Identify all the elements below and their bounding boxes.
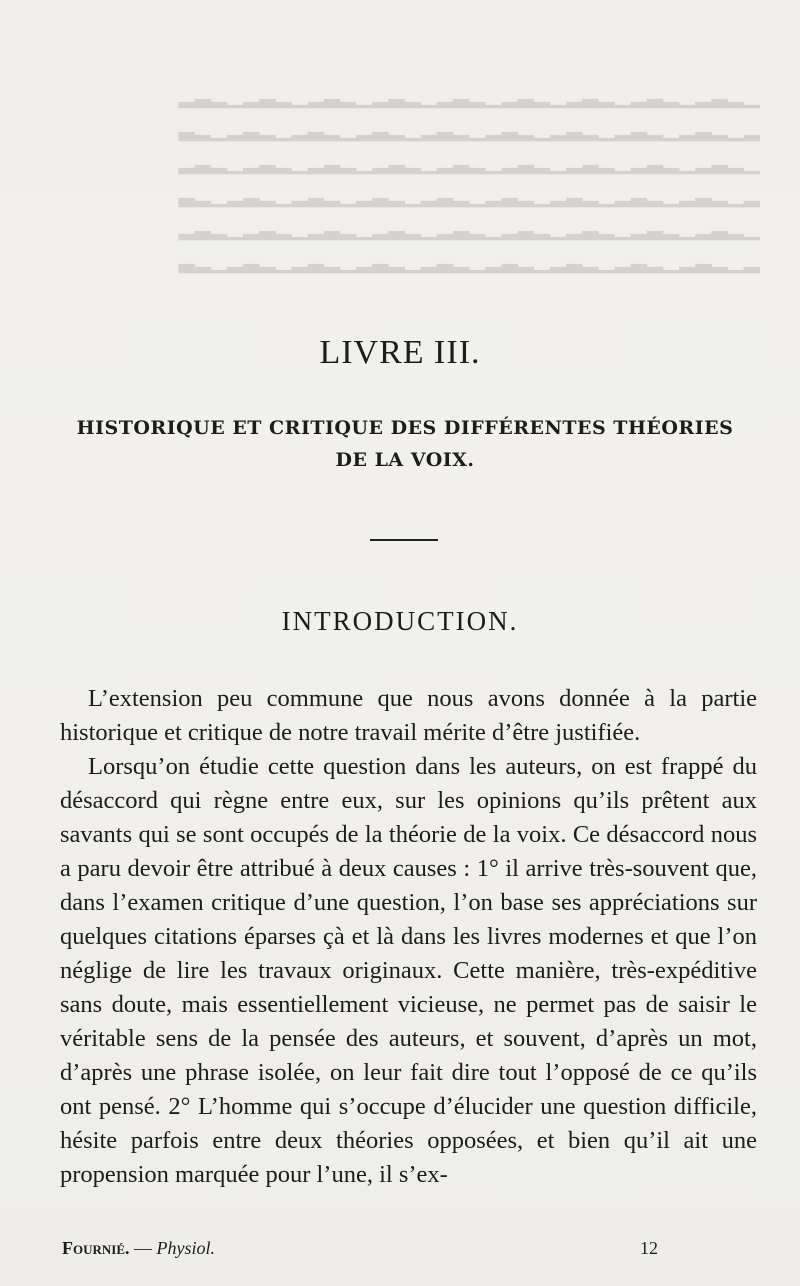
footer-work: Physiol. xyxy=(156,1238,216,1258)
divider-rule xyxy=(370,539,438,541)
footer-signature-mark xyxy=(62,1238,215,1259)
footer-gathering-number: 12 xyxy=(640,1238,658,1258)
book-title: LIVRE III. xyxy=(319,334,481,371)
footer-separator: — xyxy=(129,1238,157,1258)
footer-author: Fournié. xyxy=(62,1238,130,1258)
paragraph: L’extension peu commune que nous avons donnée à la partie historique et critique de notre travail mérite d’être justifiée. xyxy=(60,685,757,746)
part-subtitle: HISTORIQUE ET CRITIQUE DES DIFFÉRENTES THÉORIES DE LA VOIX. xyxy=(76,417,734,471)
body-text xyxy=(60,682,757,1192)
section-title: INTRODUCTION. xyxy=(281,606,519,636)
paragraph: Lorsqu’on étudie cette question dans les auteurs, on est frappé du désaccord qui règne entre eux, sur les opinions qu’ils prêtent aux savants qui se sont occupés de la théorie de la voix. Ce désaccord nous a paru devoir être attribué à deux causes : 1° il arrive très-souvent que, dans l’examen critique d’une question, l’on base ses appréciations sur quelques citations éparses çà et là dans les livres modernes et que l’on néglige de lire les travaux originaux. Cette manière, très-expéditive sans doute, mais essentiellement vicieuse, ne permet pas de saisir le véritable sens de la pensée des auteurs, et souvent, d’après un mot, d’après une phrase isolée, on leur fait dire tout l’opposé de ce qu’ils ont pensé. 2° L’homme qui s’occupe d’élucider une question difficile, hésite parfois entre deux théories opposées, et bien qu’il ait une propension marquée pour l’une, il s’ex- xyxy=(60,753,757,1188)
show-through-text: ▁▂▃▂▁▂▃▂▁▂▃▂▁▂▃▂▁▂▃▂▁▂▃▂▁▂▃▂▁▂▃▂▁▂▃▂ ▂▁▂▃▂▁▂▃▂▁▂▃▂▁▂▃▂▁▂▃▂▁▂▃▂▁▂▃▂▁▂▃▂▁▂▃ ▁▂▃▂▁▂▃▂▁▂▃▂▁▂▃▂▁▂▃▂▁▂▃▂▁▂▃▂▁▂▃▂▁▂▃▂ ▂▁▂▃▂▁▂▃▂▁▂▃▂▁▂▃▂▁▂▃▂▁▂▃▂▁▂▃▂▁▂▃▂▁▂▃ ▁▂▃▂▁▂▃▂▁▂▃▂▁▂▃▂▁▂▃▂▁▂▃▂▁▂▃▂▁▂▃▂▁▂▃▂ ▂▁▂▃▂▁▂▃▂▁▂▃▂▁▂▃▂▁▂▃▂▁▂▃▂▁▂▃▂▁▂▃▂▁▂▃ xyxy=(178,84,760,273)
